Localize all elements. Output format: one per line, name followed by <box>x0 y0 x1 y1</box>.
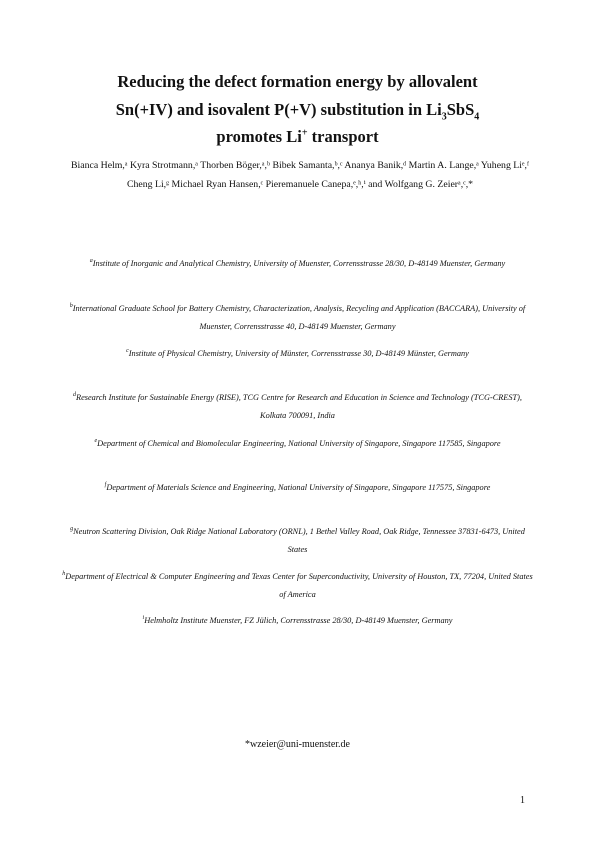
affiliation-e: $^e$Department of Chemical and Biomolecular Engineering, National University of Singapore, Singapore 117585, Singapore <box>94 438 501 448</box>
page-number: 1 <box>520 795 525 806</box>
affiliation-f: $^f$Department of Materials Science and Engineering, National University of Singapore, Singapore 117575, Singapore <box>104 482 491 492</box>
affiliation-b: $^b$International Graduate School for Battery Chemistry, Characterization, Analysis, Recycling and Application (BACCARA), University of Muenster, Corrensstrasse 40, D-48149 Muenster, Germany <box>69 303 526 332</box>
affiliation-i: $^i$Helmholtz Institute Muenster, FZ Jülich, Corrensstrasse 28/30, D-48149 Muenster, Germany <box>142 615 453 625</box>
title-line-3: promotes Li+ transport <box>216 127 379 146</box>
title-line-1: Reducing the defect formation energy by allovalent <box>117 72 478 91</box>
author-list: Bianca Helm,ᵃ Kyra Strotmann,ᵃ Thorben Böger,ᵃ,ᵇ Bibek Samanta,ᵇ,ᶜ Ananya Banik,ᵈ Martin A. Lange,ᵃ Yuheng Liᵉ,ᶠ Cheng Li,ᵍ Michael Ryan Hansen,ᶜ Pieremanuele Canepa,ᵉ,ʰ,ⁱ and Wolfgang G. Zeierᵃ,ᶜ,* <box>70 160 529 190</box>
corresponding-email: *wzeier@uni-muenster.de <box>244 739 350 750</box>
title-line-2: Sn(+IV) and isovalent P(+V) substitution in $Li_3SbS_4$ <box>115 99 480 122</box>
affiliation-g: $^g$Neutron Scattering Division, Oak Ridge National Laboratory (ORNL), 1 Bethel Valley Road, Oak Ridge, Tennessee 37831-6473, United States <box>70 526 525 555</box>
paper-title <box>40 68 555 151</box>
affiliation-h: $^h$Department of Electrical & Computer Engineering and Texas Center for Superconductivity, University of Houston, TX, 77204, United States of America <box>62 571 533 600</box>
affiliation-a: $^a$Institute of Inorganic and Analytical Chemistry, University of Muenster, Corrensstrasse 28/30, D-48149 Muenster, Germany <box>89 258 506 268</box>
affiliation-d: $^d$Research Institute for Sustainable Energy (RISE), TCG Centre for Research and Education in Science and Technology (TCG-CREST), Kolkata 700091, India <box>73 392 522 421</box>
affiliation-c: $^c$Institute of Physical Chemistry, University of Münster, Corrensstrasse 30, D-48149 Münster, Germany <box>126 348 469 358</box>
